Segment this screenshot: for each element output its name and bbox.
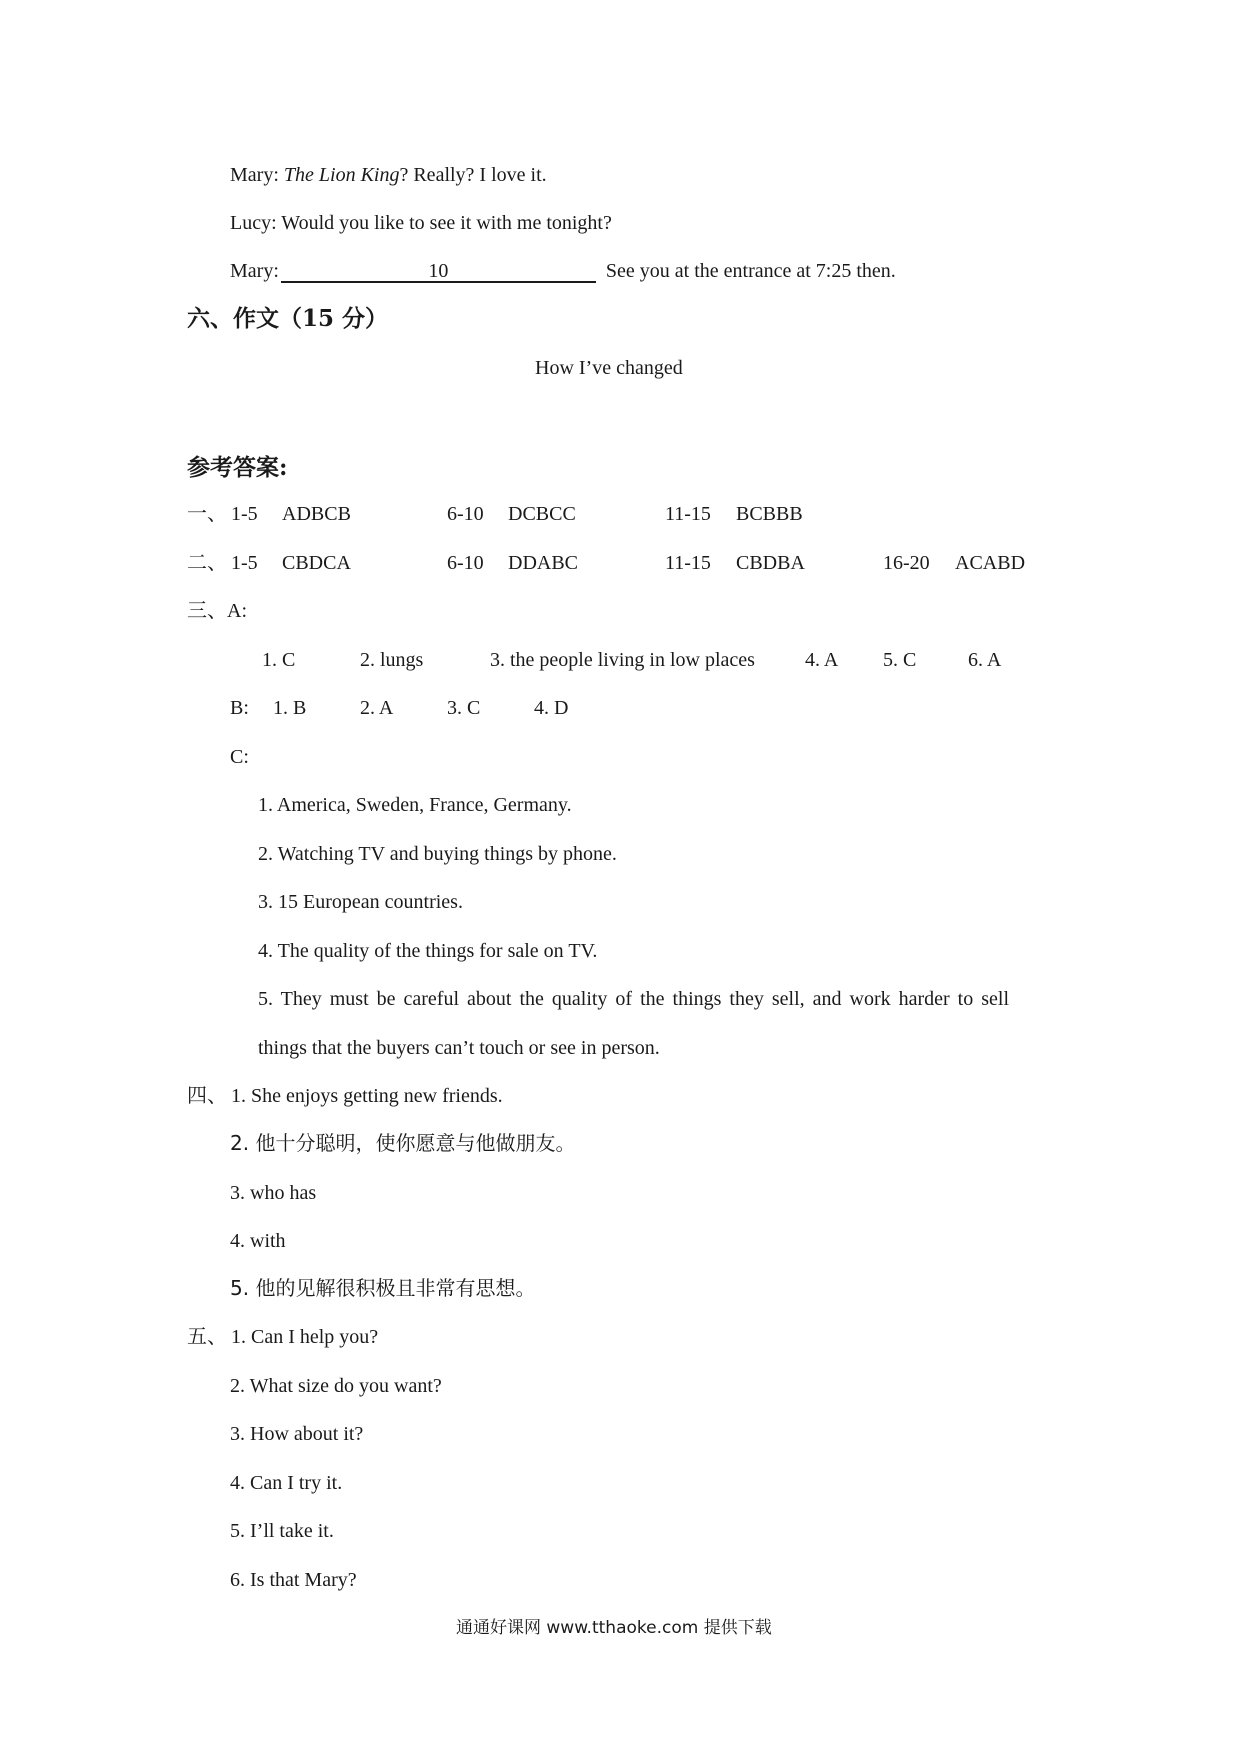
part2-range-3: 11-15 <box>665 552 711 574</box>
part5-label: 五、 <box>187 1326 227 1348</box>
part4-item: 2. 他十分聪明，使你愿意与他做朋友。 <box>230 1131 576 1155</box>
part3-c-item: 3. 15 European countries. <box>258 891 463 913</box>
part4-item: 5. 他的见解很积极且非常有思想。 <box>230 1276 536 1300</box>
dialogue-text: See you at the entrance at 7:25 then. <box>605 260 896 282</box>
part5-item: 5. I’ll take it. <box>230 1520 334 1542</box>
part3-label: 三、A: <box>187 600 247 622</box>
dialogue-text: Would you like to see it with me tonight? <box>281 212 612 234</box>
part1-answer-1: ADBCB <box>282 503 351 525</box>
section-heading-composition: 六、作文（15 分） <box>187 305 389 332</box>
speaker: Mary: <box>230 260 279 282</box>
part2-range-1: 1-5 <box>231 552 258 574</box>
part5-item: 3. How about it? <box>230 1423 364 1445</box>
speaker: Lucy: <box>230 212 277 234</box>
part5-item: 2. What size do you want? <box>230 1375 442 1397</box>
part2-label: 二、 <box>187 552 227 574</box>
movie-title: The Lion King <box>283 164 400 186</box>
part1-answer-2: DCBCC <box>508 503 576 525</box>
part3-c-item: 1. America, Sweden, France, Germany. <box>258 794 572 816</box>
part1-answer-3: BCBBB <box>736 503 803 525</box>
part1-label: 一、 <box>187 503 227 525</box>
part1-range-1: 1-5 <box>231 503 258 525</box>
part2-answer-1: CBDCA <box>282 552 351 574</box>
part2-range-2: 6-10 <box>447 552 484 574</box>
part3-c-item: 2. Watching TV and buying things by phone. <box>258 843 617 865</box>
part3-a-item: 5. C <box>883 649 917 671</box>
answer-blank[interactable]: 10 <box>281 261 596 283</box>
part3-a-item: 2. lungs <box>360 649 424 671</box>
speaker: Mary: <box>230 164 279 186</box>
part3-b-item: 4. D <box>534 697 569 719</box>
part3-a-item: 4. A <box>805 649 839 671</box>
part3-b-label: B: <box>230 697 249 719</box>
part2-range-4: 16-20 <box>883 552 930 574</box>
part4-label: 四、 <box>187 1085 227 1107</box>
part4-item: 1. She enjoys getting new friends. <box>231 1085 503 1107</box>
part3-a-item: 6. A <box>968 649 1002 671</box>
dialogue-line-3 <box>230 261 896 283</box>
part5-item: 1. Can I help you? <box>231 1326 379 1348</box>
part3-b-item: 3. C <box>447 697 481 719</box>
part1-range-3: 11-15 <box>665 503 711 525</box>
part3-b-item: 1. B <box>273 697 307 719</box>
part3-c-item-continued: things that the buyers can’t touch or see in person. <box>258 1037 660 1059</box>
part4-item: 3. who has <box>230 1182 317 1204</box>
dialogue-line-1 <box>230 165 547 185</box>
part3-b-item: 2. A <box>360 697 394 719</box>
composition-title: How I’ve changed <box>535 357 683 379</box>
dialogue-text: ? Really? I love it. <box>399 164 547 186</box>
part3-a-item: 3. the people living in low places <box>490 649 755 671</box>
part3-c-label: C: <box>230 746 249 768</box>
part2-answer-3: CBDBA <box>736 552 805 574</box>
part3-c-item: 4. The quality of the things for sale on TV. <box>258 940 598 962</box>
part2-answer-2: DDABC <box>508 552 579 574</box>
part4-item: 4. with <box>230 1230 286 1252</box>
footer-text: 通通好课网 www.tthaoke.com 提供下载 <box>456 1618 772 1638</box>
part3-c-item: 5. They must be careful about the quality of the things they sell, and work harder to sell <box>258 988 1010 1010</box>
answers-heading: 参考答案: <box>187 454 288 481</box>
part2-answer-4: ACABD <box>955 552 1026 574</box>
part3-a-item: 1. C <box>262 649 296 671</box>
dialogue-line-2 <box>230 213 612 233</box>
part5-item: 6. Is that Mary? <box>230 1569 357 1591</box>
part5-item: 4. Can I try it. <box>230 1472 343 1494</box>
part1-range-2: 6-10 <box>447 503 484 525</box>
